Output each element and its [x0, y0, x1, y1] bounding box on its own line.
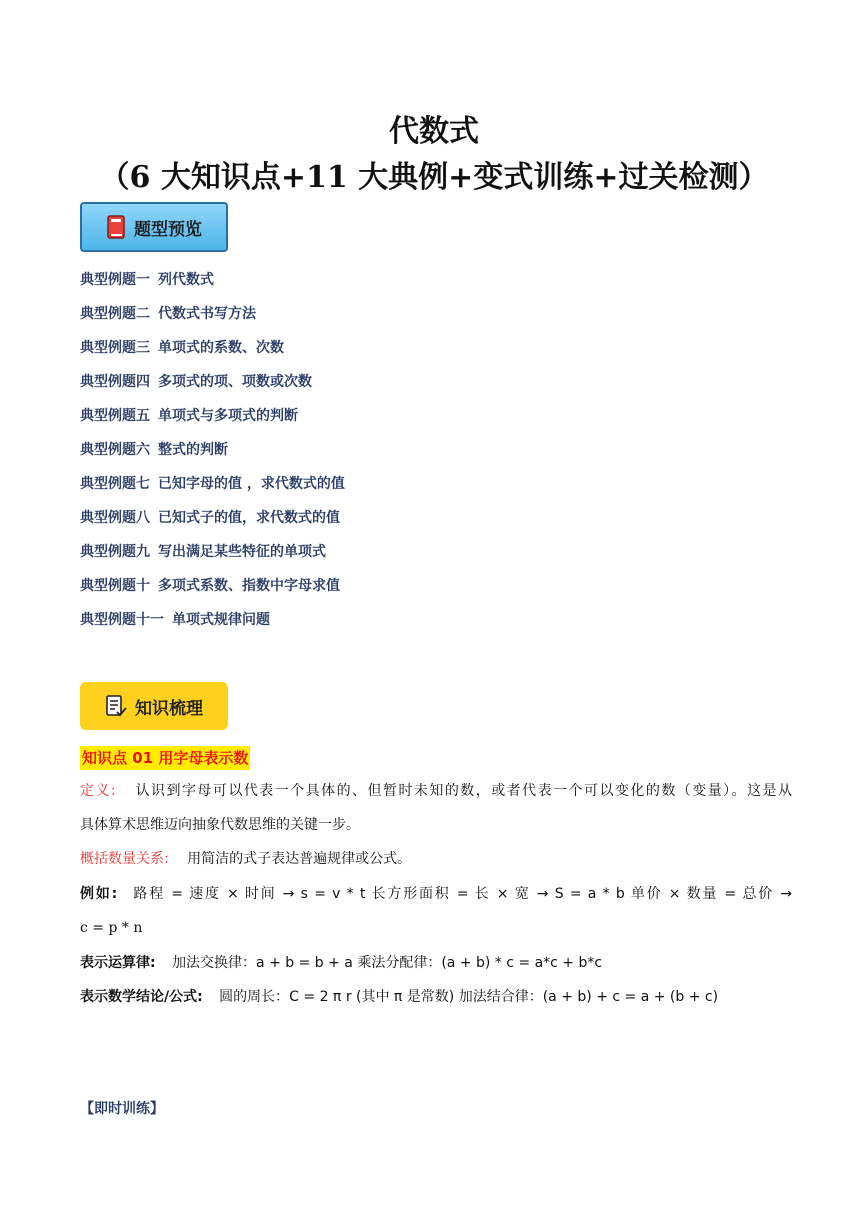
toc-item-number: 典型例题十	[80, 578, 150, 594]
example-line-2: c = p * n	[80, 920, 143, 936]
toc-item-number: 典型例题八	[80, 510, 150, 526]
toc-item[interactable]	[80, 608, 345, 642]
definition-line-1	[80, 779, 792, 803]
definition-line-2: 具体算术思维迈向抽象代数思维的关键一步。	[80, 817, 360, 833]
summary-label: 概括数量关系:	[80, 851, 169, 867]
toc-item-title: 已知式子的值，求代数式的值	[158, 510, 340, 526]
example-text: 路程 = 速度 × 时间 → s = v * t 长方形面积 = 长 × 宽 → S = a * b 单价 × 数量 = 总价 →	[133, 886, 792, 902]
toc-item-title: 已知字母的值 ，求代数式的值	[158, 476, 345, 492]
toc-item[interactable]	[80, 540, 345, 574]
toc-item[interactable]	[80, 506, 345, 540]
toc-item-title: 列代数式	[158, 272, 214, 288]
toc-item[interactable]	[80, 574, 345, 608]
toc-item-title: 写出满足某些特征的单项式	[158, 544, 326, 560]
toc-item[interactable]	[80, 472, 345, 506]
toc-item-number: 典型例题一	[80, 272, 150, 288]
toc-item-number: 典型例题五	[80, 408, 150, 424]
toc-item-title: 多项式的项、项数或次数	[158, 374, 312, 390]
operation-laws-line	[80, 951, 792, 975]
knowledge-badge	[80, 682, 228, 730]
page-subtitle: （6 大知识点+11 大典例+变式训练+过关检测）	[99, 160, 769, 195]
toc-item-number: 典型例题七	[80, 476, 150, 492]
definition-label: 定义:	[80, 783, 116, 799]
toc-item-number: 典型例题三	[80, 340, 150, 356]
conclusion-label: 表示数学结论/公式:	[80, 989, 203, 1005]
toc-item[interactable]	[80, 404, 345, 438]
conclusion-line	[80, 985, 792, 1009]
toc-item-number: 典型例题二	[80, 306, 150, 322]
toc-item[interactable]	[80, 370, 345, 404]
book-icon	[106, 215, 126, 239]
toc-item[interactable]	[80, 336, 345, 370]
summary-text: 用简洁的式子表达普遍规律或公式。	[187, 851, 412, 867]
toc-item-title: 代数式书写方法	[158, 306, 256, 322]
summary-line	[80, 847, 792, 871]
preview-badge-label: 题型预览	[134, 219, 202, 240]
toc-item-number: 典型例题十一	[80, 612, 164, 628]
toc-item-title: 单项式规律问题	[172, 612, 270, 628]
toc-item-number: 典型例题九	[80, 544, 150, 560]
toc-item-number: 典型例题六	[80, 442, 150, 458]
example-line-1	[80, 882, 792, 906]
knowledge-point-heading: 知识点 01 用字母表示数	[80, 746, 250, 770]
knowledge-badge-label: 知识梳理	[135, 698, 203, 719]
toc-item[interactable]	[80, 302, 345, 336]
page-title: 代数式	[389, 114, 479, 149]
definition-text: 认识到字母可以代表一个具体的、但暂时未知的数，或者代表一个可以变化的数（变量）。这是从	[135, 783, 793, 799]
example-toc	[80, 268, 345, 642]
toc-item-title: 单项式与多项式的判断	[158, 408, 298, 424]
conclusion-text: 圆的周长：C = 2 π r (其中 π 是常数) 加法结合律：(a + b) + c = a + (b + c)	[219, 989, 719, 1005]
preview-badge	[80, 202, 228, 252]
toc-item-title: 单项式的系数、次数	[158, 340, 284, 356]
example-label: 例如:	[80, 886, 118, 902]
operation-laws-label: 表示运算律:	[80, 955, 156, 971]
toc-item[interactable]	[80, 268, 345, 302]
operation-laws-text: 加法交换律：a + b = b + a 乘法分配律：(a + b) * c = a*c + b*c	[172, 955, 603, 971]
toc-item-title: 多项式系数、指数中字母求值	[158, 578, 340, 594]
toc-item-number: 典型例题四	[80, 374, 150, 390]
practice-label: 【即时训练】	[80, 1101, 164, 1117]
toc-item[interactable]	[80, 438, 345, 472]
checklist-icon	[105, 694, 127, 718]
toc-item-title: 整式的判断	[158, 442, 228, 458]
